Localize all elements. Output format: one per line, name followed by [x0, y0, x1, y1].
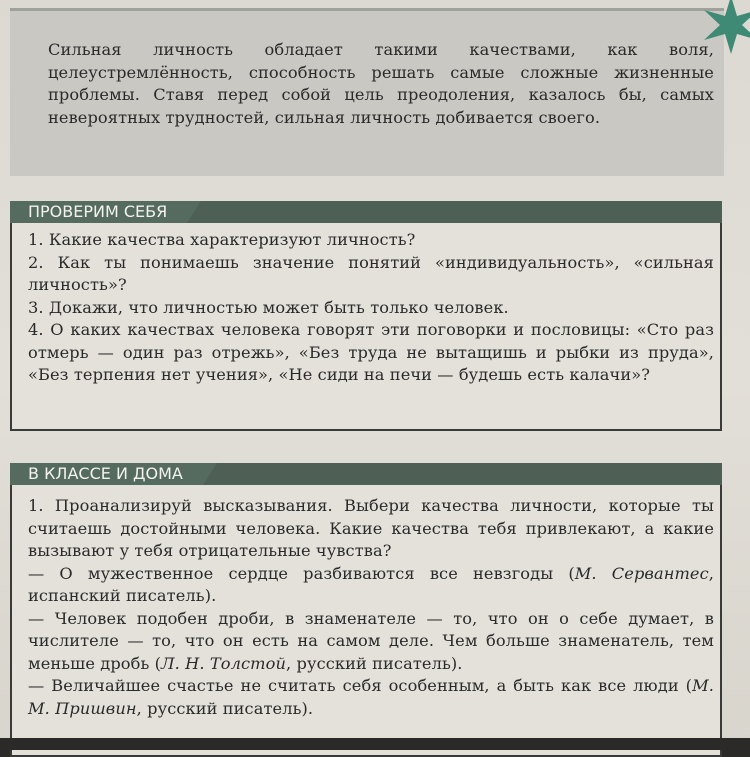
- question-3: 3. Докажи, что личностью может быть только человек.: [28, 297, 509, 317]
- check-section-header: [10, 201, 722, 223]
- quote-2: — Человек подобен дроби, в знаменателе — то, что он о себе думает, в числителе — то, что он есть на самом деле. Чем больше знаменатель, тем меньше дробь (Л. Н. Толстой, русский писатель).: [28, 608, 714, 673]
- class-content: [28, 495, 714, 720]
- question-2: 2. Как ты понимаешь значение понятий «индивидуальность», «сильная личность»?: [28, 252, 714, 294]
- class-section-header: [10, 463, 722, 485]
- quote-1: — О мужественное сердце разбиваются все невзгоды (М. Сервантес, испанский писатель).: [28, 563, 715, 605]
- class-task: 1. Проанализируй высказывания. Выбери качества личности, которые ты считаешь достойными человека. Какие качества тебя привлекают, а какие вызывают у тебя отрицательные чувства?: [28, 496, 714, 560]
- class-section-title: В КЛАССЕ И ДОМА: [10, 463, 203, 485]
- quote-2-author: Л. Н. Толстой: [161, 653, 286, 673]
- question-1: 1. Какие качества характеризуют личность?: [28, 230, 416, 249]
- quote-3: — Величайшее счастье не считать себя особенным, а быть как все люди (М. М. Пришвин, русский писатель).: [28, 676, 714, 718]
- quote-1-author: М. Сервантес: [574, 563, 709, 583]
- check-section-title: ПРОВЕРИМ СЕБЯ: [10, 201, 187, 223]
- intro-block: [10, 8, 724, 176]
- question-4: 4. О каких качествах человека говорят эти поговорки и пословицы: «Сто раз отмерь — один раз отрежь», «Без труда не вытащишь и рыбки из пруда», «Без терпения нет учения», «Не сиди на печи — будешь есть калачи»?: [28, 320, 714, 384]
- page-bottom-edge: [0, 738, 750, 750]
- star-icon: [700, 0, 750, 56]
- intro-paragraph: Сильная личность обладает такими качествами, как воля, целеустремлённость, способность решать самые сложные жизненные проблемы. Ставя перед собой цель преодоления, казалось бы, самых невероятных трудностей, сильная личность добивается своего.: [48, 40, 714, 127]
- check-questions: [28, 229, 714, 387]
- quote-3-author: М. М. Пришвин: [28, 676, 714, 718]
- intro-text-container: [48, 39, 714, 129]
- check-box: [10, 223, 722, 431]
- class-box: [10, 485, 722, 757]
